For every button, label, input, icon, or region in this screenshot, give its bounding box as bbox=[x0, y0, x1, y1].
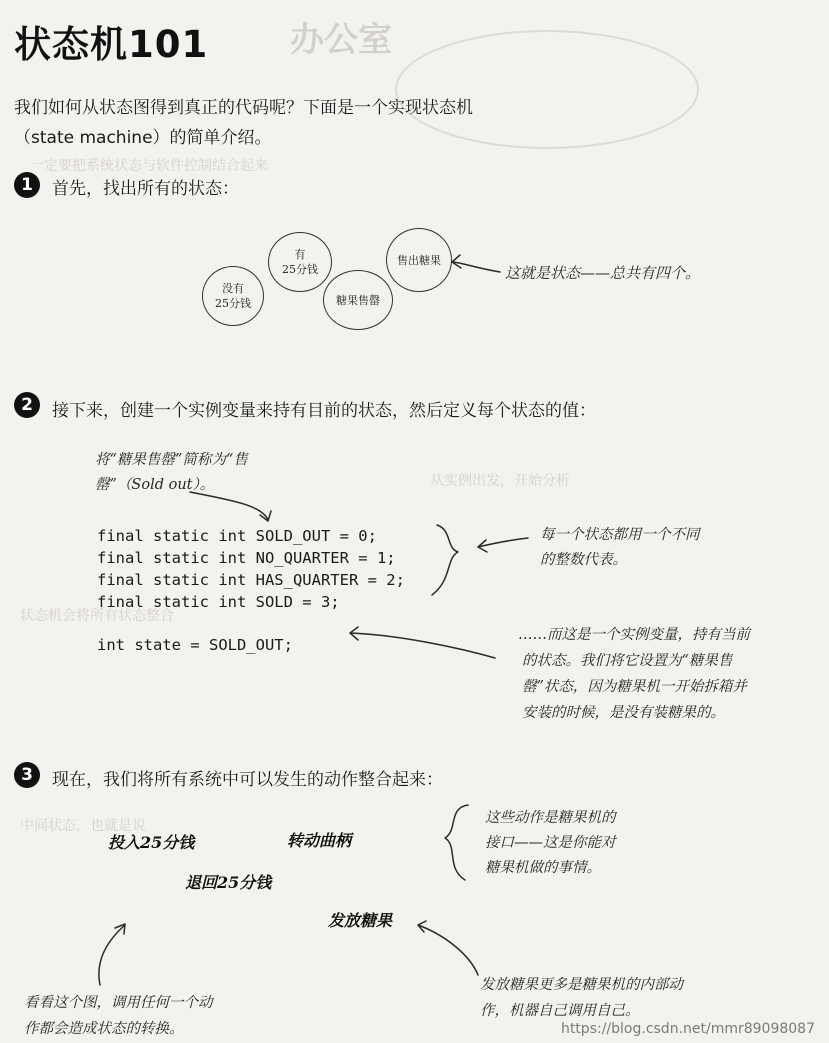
step-1-text: 首先，找出所有的状态： bbox=[52, 179, 239, 199]
arrow-dispense-note bbox=[418, 921, 478, 975]
dispense-note-line-1: 发放糖果更多是糖果机的内部动 bbox=[480, 977, 683, 993]
watermark: https://blog.csdn.net/mmr89098087 bbox=[560, 1021, 815, 1037]
bleed-through-text: 一定要把系统状态与软件控制结合起来 bbox=[30, 158, 268, 174]
code-line: int state = SOLD_OUT; bbox=[97, 636, 293, 654]
brace-int-values bbox=[432, 525, 458, 595]
int-note-line-2: 的整数代表。 bbox=[540, 552, 627, 568]
sold-out-note-line-1: 将“糖果售罄”简称为“售 bbox=[95, 452, 248, 468]
intro-line-1: 我们如何从状态图得到真正的代码呢？下面是一个实现状态机 bbox=[14, 98, 473, 118]
dispense-note-line-2: 作，机器自己调用自己。 bbox=[480, 1003, 640, 1019]
state-var-note-line-4: 安装的时候，是没有装糖果的。 bbox=[522, 705, 725, 721]
states-note: 这就是状态——总共有四个。 bbox=[505, 264, 701, 282]
state-label: 25分钱 bbox=[282, 263, 318, 276]
state-var-note-line-2: 的状态。我们将它设置为“糖果售 bbox=[522, 653, 733, 669]
page-title: 状态机101 bbox=[14, 23, 209, 66]
arrow-look-note bbox=[99, 924, 125, 985]
state-var-note-line-3: 罄”状态，因为糖果机一开始拆箱并 bbox=[522, 679, 747, 695]
state-label: 售出糖果 bbox=[397, 253, 441, 267]
state-var-note-line-1: ……而这是一个实例变量，持有当前 bbox=[518, 627, 750, 643]
state-label: 25分钱 bbox=[215, 297, 251, 310]
bleed-through-text: 状态机会将所有状态整合 bbox=[20, 608, 174, 624]
state-label: 没有 bbox=[222, 282, 244, 295]
action-dispense: 发放糖果 bbox=[328, 911, 393, 930]
arrow-int-note bbox=[478, 538, 528, 552]
step-1-number: 1 bbox=[14, 172, 40, 198]
bleed-through-text: 中间状态，也就是说 bbox=[20, 818, 146, 834]
bleed-through-text: 从实例出发，开始分析 bbox=[430, 473, 570, 489]
brace-actions bbox=[445, 805, 468, 880]
step-2-text: 接下来，创建一个实例变量来持有目前的状态，然后定义每个状态的值： bbox=[52, 401, 596, 421]
action-eject-quarter: 退回25分钱 bbox=[185, 873, 272, 892]
step-2-number: 2 bbox=[14, 392, 40, 418]
arrow-sold-out-note bbox=[190, 492, 271, 521]
code-line: final static int SOLD_OUT = 0; bbox=[97, 527, 377, 545]
intro-line-2: （state machine）的简单介绍。 bbox=[14, 128, 272, 148]
code-line: final static int NO_QUARTER = 1; bbox=[97, 549, 396, 567]
actions-note-line-3: 糖果机做的事情。 bbox=[485, 860, 601, 876]
look-note-line-1: 看看这个图，调用任何一个动 bbox=[24, 995, 213, 1011]
code-line: final static int SOLD = 3; bbox=[97, 593, 340, 611]
state-label: 糖果售罄 bbox=[336, 293, 380, 307]
arrow-state-var-note bbox=[350, 627, 495, 658]
step-3-number: 3 bbox=[14, 762, 40, 788]
state-label: 有 bbox=[294, 248, 306, 261]
step-3-text: 现在，我们将所有系统中可以发生的动作整合起来： bbox=[52, 770, 443, 790]
action-insert-quarter: 投入25分钱 bbox=[108, 833, 195, 852]
actions-note-line-1: 这些动作是糖果机的 bbox=[485, 810, 616, 826]
arrow-states-note bbox=[452, 255, 500, 272]
look-note-line-2: 作都会造成状态的转换。 bbox=[24, 1021, 184, 1037]
actions-note-line-2: 接口——这是你能对 bbox=[485, 835, 616, 851]
action-turn-crank: 转动曲柄 bbox=[287, 831, 352, 850]
bleed-through-heading: 办公室 bbox=[290, 20, 392, 60]
sold-out-note-line-2: 罄”（Sold out）。 bbox=[95, 477, 215, 493]
code-line: final static int HAS_QUARTER = 2; bbox=[97, 571, 405, 589]
int-note-line-1: 每一个状态都用一个不同 bbox=[540, 527, 700, 543]
